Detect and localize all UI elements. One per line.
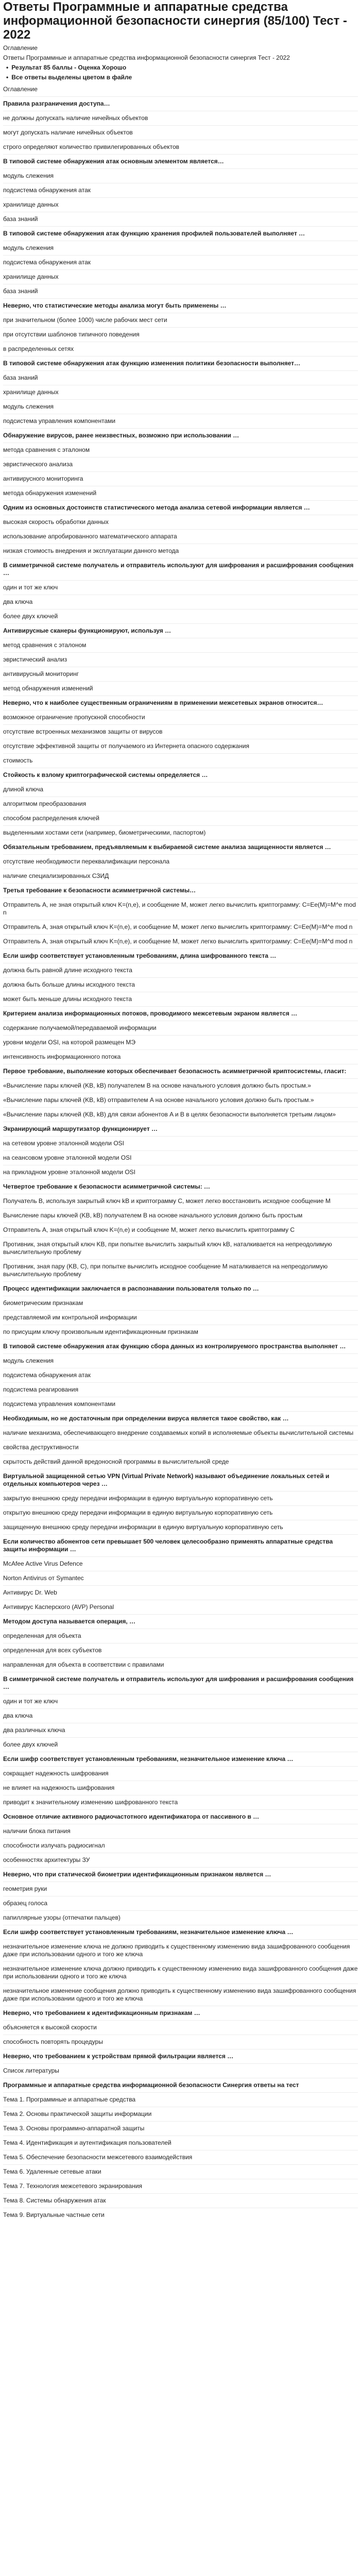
question-line: Если шифр соответствует установленным требованиям, длина шифрованного текста … [3, 949, 358, 963]
question-line: Обязательным требованием, предъявляемым к выбираемой системе анализа защищенности является … [3, 840, 358, 855]
text-line: база знаний [3, 371, 358, 385]
text-line: метод сравнения с эталоном [3, 638, 358, 653]
page-title: Ответы Программные и аппаратные средства информационной безопасности синергия (85/100) Тест - 2022 [3, 0, 348, 42]
text-line: представляемой им контрольной информации [3, 1311, 358, 1325]
question-line: Первое требование, выполнение которых обеспечивает безопасность асимметричной криптосистемы, гласит: [3, 1064, 358, 1079]
text-line: геометрия руки [3, 1882, 358, 1896]
text-line: незначительное изменение сообщения должно приводить к существенному изменению вида зашифрованного сообщения даже при использовании одного и того же ключа [3, 1984, 358, 2006]
text-line: два ключа [3, 595, 358, 609]
text-line: наличие специализированных СЗИД [3, 869, 358, 884]
text-line: Тема 4. Идентификация и аутентификация пользователей [3, 2136, 358, 2150]
text-line: должна быть больше длины исходного текста [3, 978, 358, 992]
text-line: стоимость [3, 754, 358, 768]
text-line: два различных ключа [3, 1723, 358, 1738]
text-line: направленная для объекта в соответствии с правилами [3, 1658, 358, 1672]
text-line: «Вычисление пары ключей (KB, kB) получателем B на основе начального условия должно быть простым.» [3, 1079, 358, 1093]
text-line: метода сравнения с эталоном [3, 443, 358, 457]
text-line: сокращает надежность шифрования [3, 1767, 358, 1781]
text-line: «Вычисление пары ключей (KB, kB) отправителем A на основе начального условия должно быть простым.» [3, 1093, 358, 1108]
text-line: не должны допускать наличие ничейных объектов [3, 111, 358, 126]
text-line: Тема 2. Основы практической защиты информации [3, 2107, 358, 2122]
text-line: подсистема управления компонентами [3, 1397, 358, 1412]
text-line: строго определяют количество привилегированных объектов [3, 140, 358, 155]
text-line: на сеансовом уровне эталонной модели OSI [3, 1151, 358, 1165]
text-line: более двух ключей [3, 1738, 358, 1752]
text-line: метода обнаружения изменений [3, 486, 358, 501]
text-line: McAfee Active Virus Defence [3, 1557, 358, 1571]
text-line: при значительном (более 1000) числе рабочих мест сети [3, 313, 358, 328]
text-line: возможное ограничение пропускной способности [3, 710, 358, 725]
text-line: способность повторять процедуры [3, 2035, 358, 2049]
text-line: может быть меньше длины исходного текста [3, 992, 358, 1007]
text-line: один и тот же ключ [3, 581, 358, 595]
text-line: наличие механизма, обеспечивающего внедрение создаваемых копий в исполняемые объекты вычислительной системы [3, 1426, 358, 1440]
text-line: один и тот же ключ [3, 1694, 358, 1709]
text-line: антивирусный мониторинг [3, 667, 358, 682]
text-line: подсистема реагирования [3, 1383, 358, 1397]
question-line: В типовой системе обнаружения атак функцию изменения политики безопасности выполняет… [3, 357, 358, 371]
text-line: Противник, зная открытый ключ KB, при попытке вычислить закрытый ключ kB, наталкивается на непреодолимую вычислительную проблему [3, 1238, 358, 1260]
text-line: Тема 9. Виртуальные частные сети [3, 2211, 105, 2218]
text-line: определенная для объекта [3, 1629, 358, 1643]
bullet-item: • Все ответы выделены цветом в файле [3, 73, 358, 82]
question-line: Антивирусные сканеры функционируют, используя … [3, 624, 358, 638]
question-line: Если количество абонентов сети превышает 500 человек целесообразно применять аппаратные средства защиты информации … [3, 1535, 358, 1557]
text-line: Тема 1. Программные и аппаратные средства [3, 2093, 358, 2107]
question-line: Если шифр соответствует установленным требованиям, незначительное изменение ключа … [3, 1925, 358, 1940]
text-line: папиллярные узоры (отпечатки пальцев) [3, 1911, 358, 1925]
text-line: Тема 3. Основы программно-аппаратной защиты [3, 2122, 358, 2136]
text-line: Тема 7. Технология межсетевого экранирования [3, 2179, 358, 2194]
text-line: приводит к значительному изменению шифрованного текста [3, 1795, 358, 1810]
question-line: В типовой системе обнаружения атак функцию хранения профилей пользователей выполняет … [3, 227, 358, 241]
question-line: В типовой системе обнаружения атак основным элементом является… [3, 155, 358, 169]
text-line: Антивирус Dr. Web [3, 1586, 358, 1600]
text-line: Norton Antivirus от Symantec [3, 1571, 358, 1586]
text-line: отсутствие необходимости переквалификации персонала [3, 855, 358, 869]
text-line: защищенную внешнюю среду передачи информации в единую виртуальную корпоративную сеть [3, 1520, 358, 1535]
text-line: алгоритмом преобразования [3, 797, 358, 811]
text-line: биометрическим признакам [3, 1296, 358, 1311]
text-line: могут допускать наличие ничейных объектов [3, 126, 358, 140]
question-line: Программные и аппаратные средства информационной безопасности Синергия ответы на тест [3, 2078, 358, 2093]
text-line: скрытость действий данной вредоносной программы в вычислительной среде [3, 1455, 358, 1469]
text-line: модуль слежения [3, 241, 358, 256]
text-line: образец голоса [3, 1896, 358, 1911]
text-line: свойства деструктивности [3, 1440, 358, 1455]
text-line: хранилище данных [3, 198, 358, 212]
text-line: Отправитель A, зная открытый ключ K=(n,e), и сообщение M, может легко вычислить криптограмму: C=Ee(M)=M^e mod n [3, 920, 358, 935]
text-line: Оглавление [3, 82, 358, 97]
text-line: Получатель B, используя закрытый ключ kB и криптограмму C, может легко восстановить исходное сообщение M [3, 1194, 358, 1209]
text-line: закрытую внешнюю среду передачи информации в единую виртуальную корпоративную сеть [3, 1492, 358, 1506]
text-line: метод обнаружения изменений [3, 682, 358, 696]
text-line: «Вычисление пары ключей (KB, kB) для связи абонентов A и B в целях безопасности выполняется третьим лицом» [3, 1108, 358, 1122]
text-line: база знаний [3, 212, 358, 227]
text-line: при отсутствии шаблонов типичного поведения [3, 328, 358, 342]
text-line: Оглавление [3, 44, 38, 52]
text-line: высокая скорость обработки данных [3, 515, 358, 530]
question-line: В симметричной системе получатель и отправитель используют для шифрования и расшифрования сообщения … [3, 1672, 358, 1694]
question-line: Критерием анализа информационных потоков, проводимого межсетевым экраном является … [3, 1007, 358, 1021]
text-line: подсистема обнаружения атак [3, 1368, 358, 1383]
text-line: низкая стоимость внедрения и эксплуатации данного метода [3, 544, 358, 558]
question-line: Если шифр соответствует установленным требованиям, незначительное изменение ключа … [3, 1752, 358, 1767]
text-line: два ключа [3, 1709, 358, 1723]
text-line: подсистема управления компонентами [3, 414, 358, 429]
text-line: Отправитель A, не зная открытый ключ K=(n,e), и сообщение M, может легко вычислить криптограмму: C=Ee(M)=M^e mod n [3, 898, 358, 920]
text-line: содержание получаемой/передаваемой информации [3, 1021, 358, 1036]
text-line: хранилище данных [3, 270, 358, 284]
text-line: интенсивность информационного потока [3, 1050, 358, 1064]
text-line: Антивирус Касперского (AVP) Personal [3, 1600, 358, 1615]
question-line: Обнаружение вирусов, ранее неизвестных, возможно при использовании … [3, 429, 358, 443]
text-line: незначительное изменение ключа не должно приводить к существенному изменению вида зашифрованного сообщения даже при использовании одного и того же ключа [3, 1940, 358, 1962]
question-line: Неверно, что к наиболее существенным ограничениям в применении межсетевых экранов относится… [3, 696, 358, 710]
text-line: отсутствие эффективной защиты от получаемого из Интернета опасного содержания [3, 739, 358, 754]
text-line: уровни модели OSI, на которой размещен МЭ [3, 1036, 358, 1050]
question-line: Виртуальной защищенной сетью VPN (Virtual Private Network) называют объединение локальных сетей и отдельных компьютеров через … [3, 1469, 358, 1492]
text-line: модуль слежения [3, 1354, 358, 1368]
text-line: выделенными хостами сети (например, биометрическими, паспортом) [3, 826, 358, 840]
question-line: Основное отличие активного радиочастотного идентификатора от пассивного в … [3, 1810, 358, 1824]
text-line: Тема 8. Системы обнаружения атак [3, 2194, 358, 2208]
text-line: наличии блока питания [3, 1824, 358, 1839]
text-line: Вычисление пары ключей (KB, kB) получателем B на основе начального условия должно быть простым [3, 1209, 358, 1223]
question-line: Четвертое требование к безопасности асимметричной системы: … [3, 1180, 358, 1194]
text-line: не влияет на надежность шифрования [3, 1781, 358, 1795]
text-line: Ответы Программные и аппаратные средства информационной безопасности синергия Тест - 2022 [3, 54, 290, 61]
text-line: объясняется к высокой скорости [3, 2021, 358, 2035]
question-line: Необходимым, но не достаточным при определении вируса является такое свойство, как … [3, 1412, 358, 1426]
question-line: Неверно, что статистические методы анализа могут быть применены … [3, 299, 358, 313]
bullet-item: • Результат 85 баллы - Оценка Хорошо [3, 63, 358, 73]
text-line: Отправитель A, зная открытый ключ K=(n,e) и сообщение M, может легко вычислить криптограмму C [3, 1223, 358, 1238]
text-line: подсистема обнаружения атак [3, 256, 358, 270]
text-line: Тема 6. Удаленные сетевые атаки [3, 2165, 358, 2179]
text-line: длиной ключа [3, 783, 358, 797]
text-line: Список литературы [3, 2064, 358, 2078]
text-line: по присущим ключу произвольным идентификационным признакам [3, 1325, 358, 1340]
question-line: Экранирующий маршрутизатор функционирует … [3, 1122, 358, 1137]
question-line: Стойкость к взлому криптографической системы определяется … [3, 768, 358, 783]
text-line: отсутствие встроенных механизмов защиты от вирусов [3, 725, 358, 739]
question-line: Неверно, что требованием к идентификационным признакам … [3, 2006, 358, 2021]
text-line: в распределенных сетях [3, 342, 358, 357]
question-line: Методом доступа называется операция, … [3, 1615, 358, 1629]
text-line: подсистема обнаружения атак [3, 183, 358, 198]
text-line: Противник, зная пару (KB, C), при попытке вычислить исходное сообщение M наталкивается на непреодолимую вычислительную проблему [3, 1260, 358, 1282]
text-line: должна быть равной длине исходного текста [3, 963, 358, 978]
text-line: база знаний [3, 284, 358, 299]
text-line: особенностях архитектуры ЗУ [3, 1853, 358, 1868]
question-line: Третья требование к безопасности асимметричной системы… [3, 884, 358, 898]
question-line: В симметричной системе получатель и отправитель используют для шифрования и расшифрования сообщения … [3, 558, 358, 581]
document-body [3, 43, 358, 2222]
text-line: эвристический анализ [3, 653, 358, 667]
text-line: использование апробированного математического аппарата [3, 530, 358, 544]
text-line: модуль слежения [3, 400, 358, 414]
text-line: способом распределения ключей [3, 811, 358, 826]
text-line: хранилище данных [3, 385, 358, 400]
text-line: определенная для всех субъектов [3, 1643, 358, 1658]
question-line: Неверно, что требованием к устройствам прямой фильтрации является … [3, 2049, 358, 2064]
text-line: способности излучать радиосигнал [3, 1839, 358, 1853]
question-line: Неверно, что при статической биометрии идентификационным признаком является … [3, 1868, 358, 1882]
question-line: Процесс идентификации заключается в распознавании пользователя только по … [3, 1282, 358, 1296]
text-line: Отправитель A, зная открытый ключ K=(n,e), и сообщение M, может легко вычислить криптограмму: C=Ee(M)=M^d mod n [3, 935, 358, 949]
text-line: антивирусного мониторинга [3, 472, 358, 486]
text-line: Тема 5. Обеспечение безопасности межсетевого взаимодействия [3, 2150, 358, 2165]
text-line: более двух ключей [3, 609, 358, 624]
question-line: Одним из основных достоинств статистического метода анализа сетевой информации является … [3, 501, 358, 515]
text-line: на прикладном уровне эталонной модели OSI [3, 1165, 358, 1180]
text-line: незначительное изменение ключа должно приводить к существенному изменению вида зашифрованного сообщения даже при использовании одного и того же ключа [3, 1962, 358, 1984]
text-line: открытую внешнюю среду передачи информации в единую виртуальную корпоративную сеть [3, 1506, 358, 1520]
question-line: Правила разграничения доступа… [3, 97, 358, 111]
text-line: эвристического анализа [3, 457, 358, 472]
text-line: на сетевом уровне эталонной модели OSI [3, 1137, 358, 1151]
question-line: В типовой системе обнаружения атак функцию сбора данных из контролируемого пространства выполняет … [3, 1340, 358, 1354]
text-line: модуль слежения [3, 169, 358, 183]
